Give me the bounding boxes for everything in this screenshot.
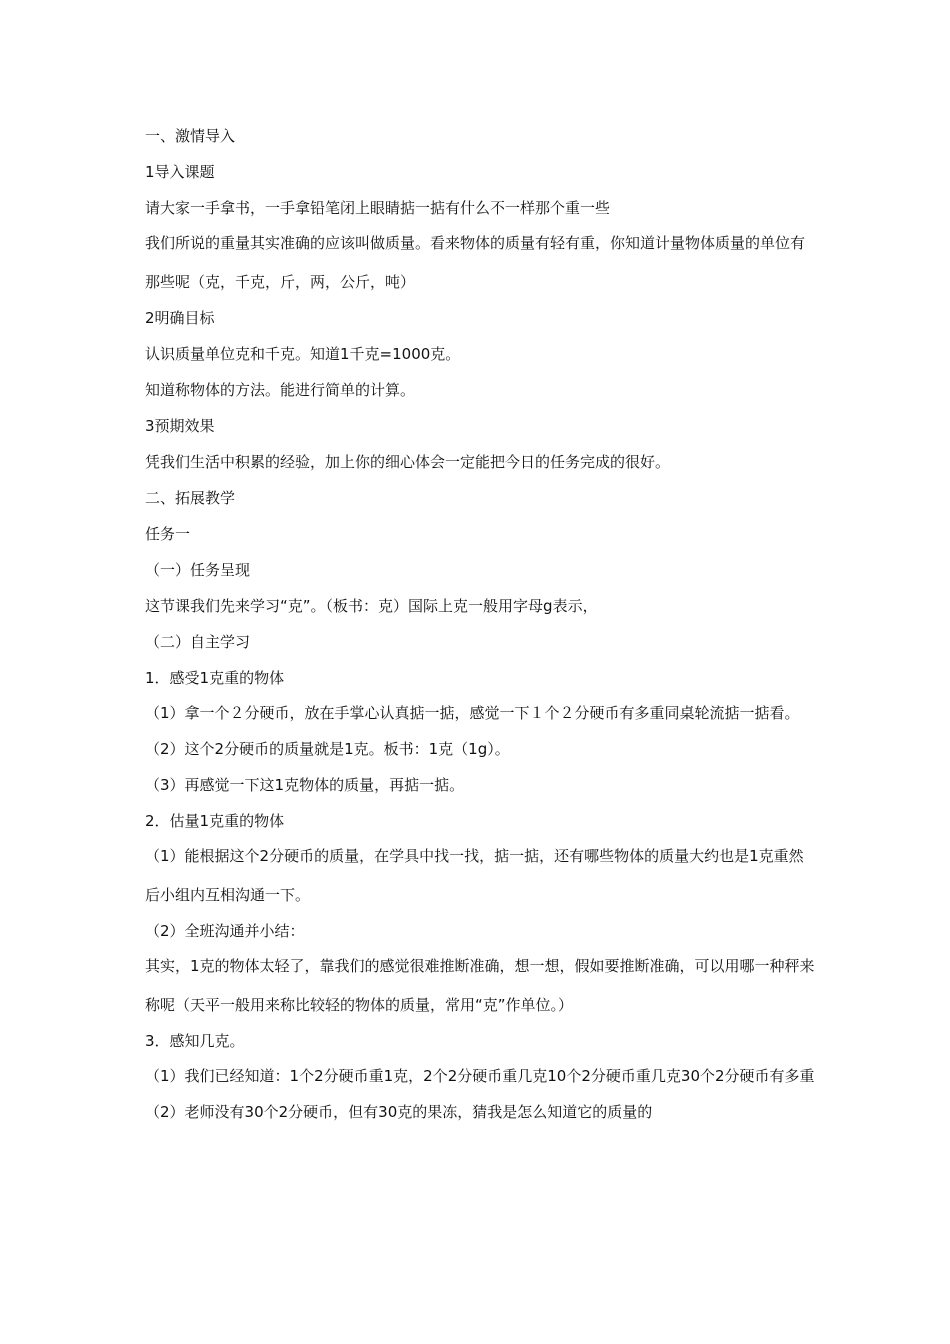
subheading-goals: 2明确目标: [145, 309, 215, 327]
paragraph: 这节课我们先来学习“克”。（板书：克）国际上克一般用字母g表示，: [145, 597, 598, 615]
section-heading-teaching: 二、拓展教学: [145, 489, 236, 507]
list-item: （2）这个2分硬币的质量就是1克。板书：1克（1g）。: [145, 740, 510, 758]
list-item: （2）全班沟通并小结：: [145, 922, 305, 940]
list-heading: 1．感受1克重的物体: [145, 669, 285, 687]
paragraph: 请大家一手拿书，一手拿铅笔闭上眼睛掂一掂有什么不一样那个重一些: [145, 199, 611, 217]
subheading-task-presentation: （一）任务呈现: [145, 561, 251, 579]
paragraph: 知道称物体的方法。能进行简单的计算。: [145, 381, 416, 399]
list-item: （1）拿一个２分硬币，放在手掌心认真掂一掂，感觉一下１个２分硬币有多重同桌轮流掂一掂看。: [145, 704, 800, 722]
list-item: （1）我们已经知道：1个2分硬币重1克，2个2分硬币重几克10个2分硬币重几克30个2分硬币有多重: [145, 1067, 815, 1085]
paragraph: 其实，1克的物体太轻了，靠我们的感觉很难推断准确，想一想，假如要推断准确，可以用哪一种秤来称呢（天平一般用来称比较轻的物体的质量，常用“克”作单位。）: [145, 957, 815, 1014]
section-heading-intro: 一、激情导入: [145, 127, 236, 145]
list-item: （2）老师没有30个2分硬币，但有30克的果冻，猜我是怎么知道它的质量的: [145, 1103, 653, 1121]
list-heading: 3．感知几克。: [145, 1032, 245, 1050]
paragraph: 凭我们生活中积累的经验，加上你的细心体会一定能把今日的任务完成的很好。: [145, 453, 671, 471]
list-item: （3）再感觉一下这1克物体的质量，再掂一掂。: [145, 776, 465, 794]
paragraph: 认识质量单位克和千克。知道1千克=1000克。: [145, 345, 461, 363]
subheading-task-one: 任务一: [145, 525, 191, 543]
list-heading: 2．估量1克重的物体: [145, 812, 285, 830]
subheading-topic: 1导入课题: [145, 163, 215, 181]
subheading-self-study: （二）自主学习: [145, 633, 251, 651]
subheading-expected-effect: 3预期效果: [145, 417, 215, 435]
paragraph: 我们所说的重量其实准确的应该叫做质量。看来物体的质量有轻有重，你知道计量物体质量的单位有那些呢（克，千克，斤，两，公斤，吨）: [145, 234, 806, 291]
document-body: [145, 118, 815, 1130]
list-item: （1）能根据这个2分硬币的质量，在学具中找一找，掂一掂，还有哪些物体的质量大约也是1克重然后小组内互相沟通一下。: [145, 847, 804, 904]
